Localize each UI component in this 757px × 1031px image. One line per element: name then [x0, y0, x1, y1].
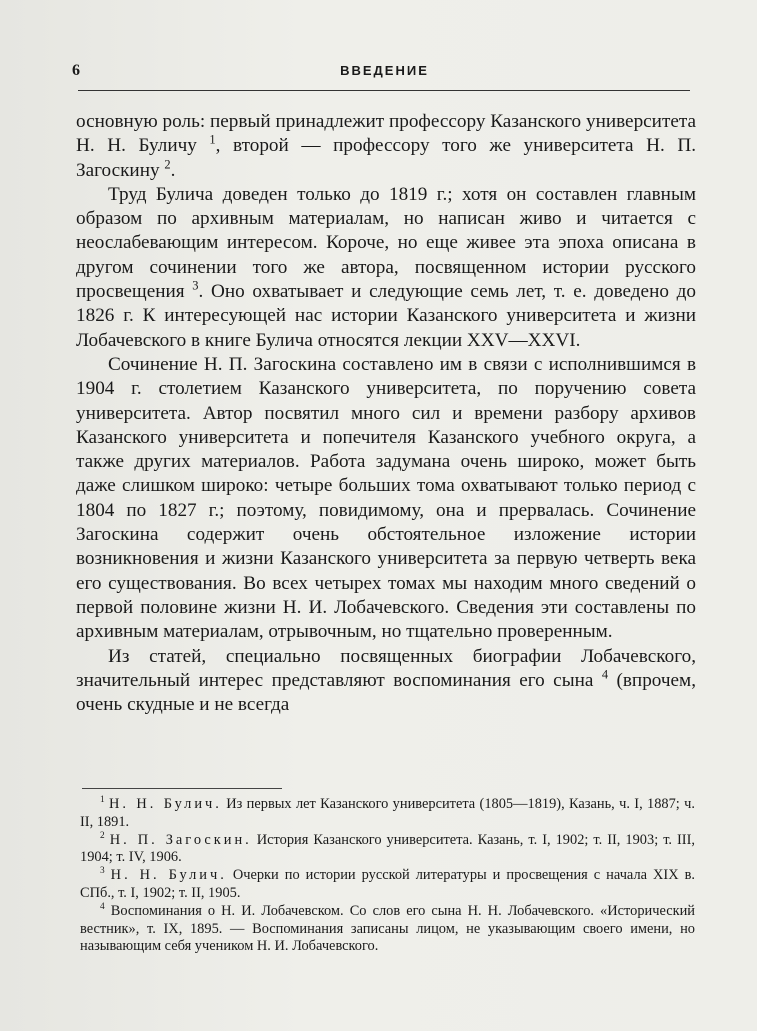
footnote-text: Очерки по истории русской литературы и просвещения с начала XIX в. СПб., т. I, 1902; т. II, 1905. — [80, 867, 695, 901]
text-run: Из статей, специально посвященных биографии Лобачевского, значительный интерес представляют воспоминания его сына — [76, 645, 696, 691]
footnote-text: Воспоминания о Н. И. Лобачевском. Со слов его сына Н. Н. Лобачевского. «Исторический вестник», т. IX, 1895. — Воспоминания записаны лицом, не указывающим своего имени, но называющим себя учеником Н. И. Лобачевского. — [80, 902, 695, 955]
footnote-3 — [80, 867, 695, 903]
footnote-author: Н. Н. Булич. — [110, 867, 227, 884]
text-run: , второй — профессору того же университета Н. П. Загоскину — [76, 135, 696, 181]
paragraph-1 — [76, 110, 696, 183]
footnote-2 — [80, 832, 695, 868]
footnote-number: 3 — [100, 866, 105, 877]
footnotes — [80, 796, 695, 956]
paragraph-4 — [76, 645, 696, 718]
footnote-rule — [82, 788, 282, 789]
text-run: . Оно охватывает и следующие семь лет, т. е. доведено до 1826 г. К интересующей нас истории Казанского университета и жизни Лобачевского в книге Булича относятся лекции XXV—XXVI. — [76, 281, 696, 351]
footnote-number: 1 — [100, 795, 105, 806]
running-title: ВВЕДЕНИЕ — [340, 63, 429, 78]
page-number: 6 — [72, 62, 80, 79]
header-rule — [78, 90, 690, 91]
footnote-number: 4 — [100, 901, 105, 912]
footnote-author: Н. П. Загоскин. — [109, 831, 252, 848]
footnote-text: История Казанского университета. Казань, т. I, 1902; т. II, 1903; т. III, 1904; т. IV, 1906. — [80, 831, 695, 866]
footnote-ref-2: 2 — [164, 157, 171, 172]
footnote-author: Н. Н. Булич. — [109, 796, 222, 812]
footnote-ref-3: 3 — [192, 278, 199, 293]
footnote-ref-4: 4 — [601, 667, 609, 682]
footnote-ref-1: 1 — [209, 132, 216, 147]
main-text — [76, 110, 696, 717]
text-run: (впрочем, очень скудные и не всегда — [76, 669, 696, 716]
paragraph-3: Сочинение Н. П. Загоскина составлено им в связи с исполнившимся в 1904 г. столетием Казанского университета, по поручению совета университета. Автор посвятил много сил и времени разбору архивов Казанского университета и попечителя Казанского учебного округа, а также других материалов. Работа задумана очень широко, может быть даже слишком широко: четыре больших тома охватывают только период с 1804 по 1827 г.; поэтому, повидимому, она и прервалась. Сочинение Загоскина содержит очень обстоятельное изложение истории возникновения и жизни Казанского университета за первую четверть века его существования. Во всех четырех томах мы находим много сведений о первой половине жизни Н. И. Лобачевского. Сведения эти составлены по архивным материалам, отрывочным, но тщательно проверенным. — [76, 353, 696, 643]
paragraph-2 — [76, 183, 696, 353]
footnote-number: 2 — [100, 830, 105, 841]
footnote-4 — [80, 903, 695, 956]
text-run: Труд Булича доведен только до 1819 г.; хотя он составлен главным образом по архивным материалам, но написан живо и читается с неослабевающим интересом. Короче, но еще живее эта эпоха описана в другом сочинении того же автора, посвященном истории русского просвещения — [76, 183, 696, 303]
text-run: . — [170, 159, 176, 181]
footnote-1 — [80, 796, 695, 832]
footnote-text: Из первых лет Казанского университета (1805—1819), Казань, ч. I, 1887; ч. II, 1891. — [80, 796, 695, 830]
page-header — [72, 62, 697, 84]
text-run: основную роль: первый принадлежит профессору Казанского университета Н. Н. Буличу — [76, 111, 696, 157]
